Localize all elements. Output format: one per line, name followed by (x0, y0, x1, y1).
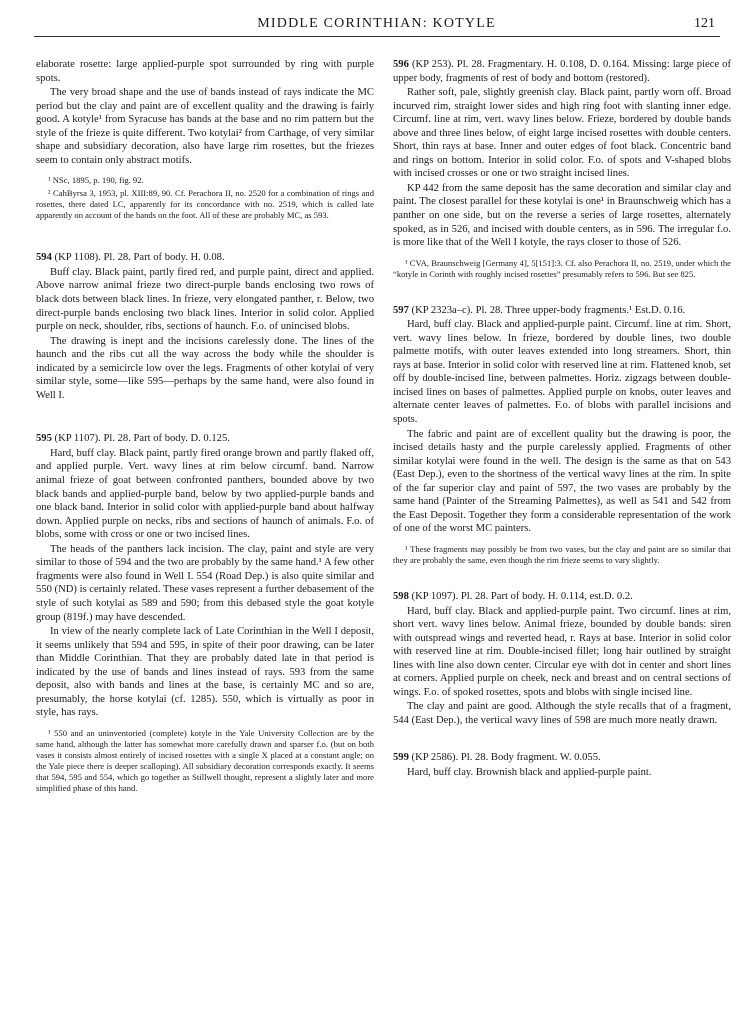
catalogue-entry-599 (393, 751, 731, 779)
footnote: ² CahByrsa 3, 1953, pl. XIII:89, 90. Cf. Perachora II, no. 2520 for a combination of rings and rosettes, there dated LC, apparently for its concordance with no. 2519, which is called late apparently on account of the bands on the foot. All of these are probably MC, as 593. (36, 188, 374, 221)
entry-heading (36, 251, 374, 265)
footnotes (393, 544, 731, 566)
footnote: ¹ NSc, 1895, p. 190, fig. 92. (48, 175, 144, 186)
entry-number: 594 (36, 252, 52, 264)
entry-heading-text: (KP 1108). Pl. 28. Part of body. H. 0.08. (51, 252, 225, 264)
entry-heading-text: (KP 1107). Pl. 28. Part of body. D. 0.125. (51, 433, 230, 445)
paragraph: Hard, buff clay. Brownish black and applied-purple paint. (407, 766, 652, 778)
page-header (0, 12, 753, 38)
paragraph: The clay and paint are good. Although the style recalls that of a fragment, 544 (East Dep.), the vertical wavy lines of 598 are much more neatly drawn. (393, 701, 731, 726)
left-column (36, 58, 374, 794)
entry-heading (393, 751, 731, 765)
entry-heading (36, 432, 374, 446)
paragraph: Buff clay. Black paint, partly fired red, and purple paint, direct and applied. Above narrow animal frieze two direct-purple bands enclosing two rows of black dots between black lines. In frieze, very elongated panther, r. Below, two direct-purple bands enclosing two black lines. Interior in solid color. Applied purple on neck, shoulder, ribs, sections of haunch. F.o. of unincised blobs. (36, 266, 374, 333)
paragraph: Rather soft, pale, slightly greenish clay. Black paint, partly worn off. Broad incurved rim, straight lower sides and high ring foot with slanting inner edge. Circumf. line at rim, vert. wavy lines below. Frieze, bordered by double bands above and three lines below, of eight large incised rosettes with double centers. Short, thin rays at base. Inner and outer edges of foot black. Concentric band and rings on bottom. Interior in solid color. F.o. of spots and V-shaped blobs with incised crosses or one or two straight incised lines. (393, 87, 731, 180)
paragraph: Hard, buff clay. Black and applied-purple paint. Circumf. line at rim. Short, vert. wavy lines below. In frieze, bordered by double lines, two double palmette motifs, with outer leaves extended into long streamers. Short, thin rays at base. Interior in solid color with reserved line at rim. Flattened knob, set off by double-incised line, between palmettes. Horiz. zigzags between double-incised lines on bases of palmettes. Applied purple on knobs, outer leaves and alternate center leaves of palmettes. F.o. of blobs with parallel incisions and spots. (393, 319, 731, 426)
catalogue-entry-595 (36, 432, 374, 793)
entry-heading (393, 590, 731, 604)
paragraph: The very broad shape and the use of bands instead of rays indicate the MC period but the clay and paint are of excellent quality and the drawing is fairly good. A kotyle¹ from Syracuse has bands at the base and no rim pattern but the style of the frieze is quite different. Two kotylai² from Carthage, of very similar shape and subsidiary decoration, also have large rim rosettes, but the friezes seem to contain only abstract motifs. (36, 87, 374, 166)
entry-heading-text: (KP 1097). Pl. 28. Part of body. H. 0.114, est.D. 0.2. (408, 590, 633, 602)
catalogue-entry-597 (393, 304, 731, 566)
entry-heading (393, 58, 731, 85)
entry-heading-text: (KP 2323a–c). Pl. 28. Three upper-body fragments.¹ Est.D. 0.16. (408, 304, 686, 316)
entry-number: 598 (393, 590, 409, 602)
footnote: ¹ 550 and an uninventoried (complete) kotyle in the Yale University Collection are by the same hand, although the latter has somewhat more carefully drawn and sparser f.o. (but on both vases it consists almost entirely of incised rosettes with a single X placed at a constant angle; on the Yale piece there is deeper scalloping). All subsidiary decoration corresponds exactly. It seems that 594, 595 and 554, which go together as Stillwell thought, represent a slightly later and more simplified phase of this hand. (36, 727, 374, 793)
catalogue-entry-598 (393, 590, 731, 727)
paragraph: The heads of the panthers lack incision. The clay, paint and style are very similar to those of 594 and the two are probably by the same hand.¹ A few other fragments were also found in Well I. 554 (Road Dep.) is also quite similar and 550 (ND) is certainly related. These vases represent a further debasement of the style of such kotylai as 589 and 590; from this debased style the goat kotyle group (819f.) may have descended. (36, 543, 374, 623)
page-number: 121 (694, 16, 715, 31)
paragraph: Hard, buff clay. Black and applied-purple paint. Two circumf. lines at rim, short vert. wavy lines below. Animal frieze, bounded by double bands: siren with outspread wings and reverted head, r. Rays at base. Interior in solid color with reserved line at rim. Double-incised fillet; long hair outlined by straight lines with line also down center. Circular eye with dot in center and short lines at corners. Applied purple on cheek, neck and breast and on central sections of wings. F.o. of spoked rosettes, spots and blobs with single incised line. (393, 605, 731, 698)
right-column (393, 58, 731, 780)
entry-number: 596 (393, 59, 409, 70)
entry-heading-text: (KP 253). Pl. 28. Fragmentary. H. 0.108, D. 0.164. Missing: large piece of upper body, fragments of rest of body and bottom (restored). (393, 59, 731, 84)
paragraph: The drawing is inept and the incisions carelessly done. The lines of the haunch and the ribs cut all the way across the body while the shoulder is indicated by a semicircle low over the legs. Fragments of other kotylai of very similar style, some—like 595—perhaps by the same hand, were also found in Well I. (36, 335, 374, 401)
entry-number: 597 (393, 304, 409, 316)
entry-heading-text: (KP 2586). Pl. 28. Body fragment. W. 0.055. (408, 752, 601, 764)
footnote: ¹ CVA, Braunschweig [Germany 4], 5[151]:3. Cf. also Perachora II, no. 2519, under which the “kotyle in Corinth with roughly incised rosettes” presumably refers to 596. But see 825. (393, 257, 731, 279)
entry-heading (393, 304, 731, 318)
footnotes (36, 728, 374, 794)
entry-number: 599 (393, 752, 409, 764)
paragraph: In view of the nearly complete lack of Late Corinthian in the Well I deposit, it seems unlikely that 594 and 595, in spite of their poor drawing, can be later than Middle Corinthian. That they are probably dated late in that period is indicated by the use of bands and lines instead of rays. 593 from the same deposit, also with bands and lines at the base, is certainly MC and so are, presumably, the horse kotylai (cf. 1285). 550, which is virtually as poor in style, has rays. (36, 626, 374, 719)
running-head: MIDDLE CORINTHIAN: KOTYLE (257, 16, 496, 31)
entry-number: 595 (36, 433, 52, 445)
header-rule (34, 36, 720, 37)
paragraph: elaborate rosette: large applied-purple spot surrounded by ring with purple spots. (36, 59, 374, 84)
footnotes (36, 175, 374, 221)
footnotes (393, 258, 731, 280)
paragraph: Hard, buff clay. Black paint, partly fired orange brown and partly flaked off, and applied purple. Vert. wavy lines at rim below circumf. band. Narrow animal frieze of goat between confronted panthers, bounded above by two black bands and applied-purple band, below by two applied-purple bands and one black band. Interior in solid color with applied-purple band about halfway down. Applied purple on necks, ribs and sections of haunch of animals. F.o. of blobs, some with cross or one or two incised lines. (36, 447, 374, 541)
paragraph: The fabric and paint are of excellent quality but the drawing is poor, the incised details hasty and the purple carelessly applied. Fragments of other similar kotylai were found in the well. The design is the same as that on 543 (East Dep.), even to the shortness of the vertical wavy lines at the rim. In spite of the far superior clay and paint of 597, the two vases are probably by the same hand (Painter of the Streaming Palmettes), as well as 541 and 542 from the East Deposit. Together they form a considerable representation of the work of one of the worst MC painters. (393, 428, 731, 535)
catalogue-entry-594 (36, 251, 374, 402)
catalogue-entry-596 (393, 58, 731, 280)
footnote: ¹ These fragments may possibly be from two vases, but the clay and paint are so similar that they are probably the same, even though the rim frieze seems to vary slightly. (393, 543, 731, 565)
paragraph: KP 442 from the same deposit has the same decoration and similar clay and paint. The closest parallel for these kotylai is one¹ in Braunschweig which has a panther on one side, but on the reverse a series of large rosettes, alternately spoked, as in 526, and incised with double centers, as in 596. The irregular f.o. is more like that of the Well I kotyle, the rays closer to those of 526. (393, 182, 731, 249)
